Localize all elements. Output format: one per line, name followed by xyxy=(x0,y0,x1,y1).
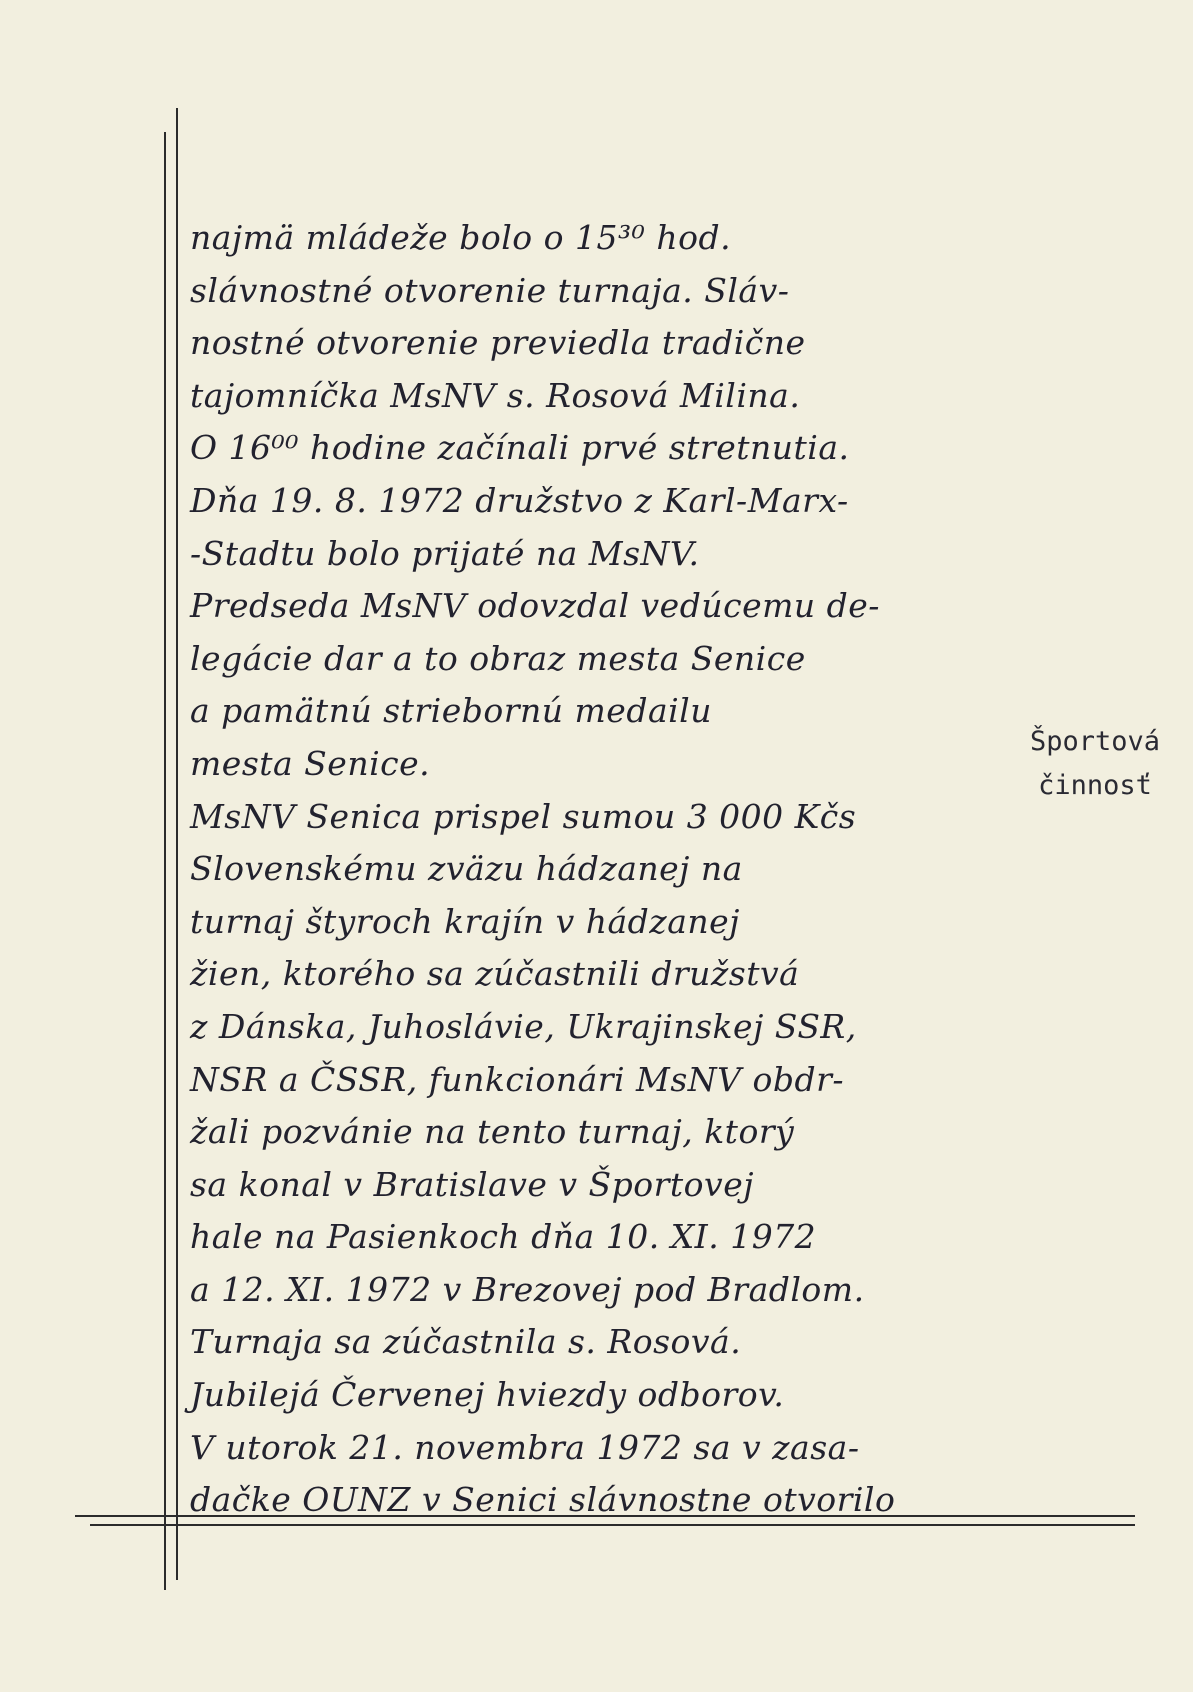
text-line: najmä mládeže bolo o 15³⁰ hod. xyxy=(190,218,732,257)
handwritten-text-body xyxy=(190,212,1050,1527)
margin-note-line: činnosť xyxy=(1038,770,1152,801)
margin-note xyxy=(1020,720,1170,808)
text-line: Slovenskému zväzu hádzanej na xyxy=(190,849,743,889)
text-line: žali pozvánie na tento turnaj, ktorý xyxy=(190,1112,795,1152)
margin-rule-inner xyxy=(176,108,178,1580)
text-line: žien, ktorého sa zúčastnili družstvá xyxy=(190,954,800,994)
text-line: turnaj štyroch krajín v hádzanej xyxy=(190,901,740,941)
text-line: V utorok 21. novembra 1972 sa v zasa- xyxy=(190,1427,860,1467)
margin-rule-outer xyxy=(164,132,166,1590)
text-line: O 16⁰⁰ hodine začínali prvé stretnutia. xyxy=(190,428,850,468)
text-line: Jubilejá Červenej hviezdy odborov. xyxy=(190,1375,785,1415)
text-line: z Dánska, Juhoslávie, Ukrajinskej SSR, xyxy=(190,1006,857,1046)
text-line: slávnostné otvorenie turnaja. Sláv- xyxy=(190,270,790,310)
text-line: legácie dar a to obraz mesta Senice xyxy=(190,638,806,678)
text-line: mesta Senice. xyxy=(190,743,431,783)
text-line: Dňa 19. 8. 1972 družstvo z Karl-Marx- xyxy=(190,480,849,520)
text-line: NSR a ČSSR, funkcionári MsNV obdr- xyxy=(190,1059,845,1099)
text-line: -Stadtu bolo prijaté na MsNV. xyxy=(190,533,700,573)
text-line: nostné otvorenie previedla tradične xyxy=(190,323,806,363)
margin-note-line: Športová xyxy=(1029,726,1161,757)
text-line: dačke OUNZ v Senici slávnostne otvorilo xyxy=(190,1480,896,1520)
text-line: Turnaja sa zúčastnila s. Rosová. xyxy=(190,1322,742,1362)
text-line: tajomníčka MsNV s. Rosová Milina. xyxy=(190,375,801,415)
text-line: hale na Pasienkoch dňa 10. XI. 1972 xyxy=(190,1217,817,1257)
text-line: sa konal v Bratislave v Športovej xyxy=(190,1164,754,1204)
text-line: a 12. XI. 1972 v Brezovej pod Bradlom. xyxy=(190,1269,865,1309)
text-line: MsNV Senica prispel sumou 3 000 Kčs xyxy=(190,796,857,836)
text-line: Predseda MsNV odovzdal vedúcemu de- xyxy=(190,586,880,626)
text-line: a pamätnú striebornú medailu xyxy=(190,691,712,731)
